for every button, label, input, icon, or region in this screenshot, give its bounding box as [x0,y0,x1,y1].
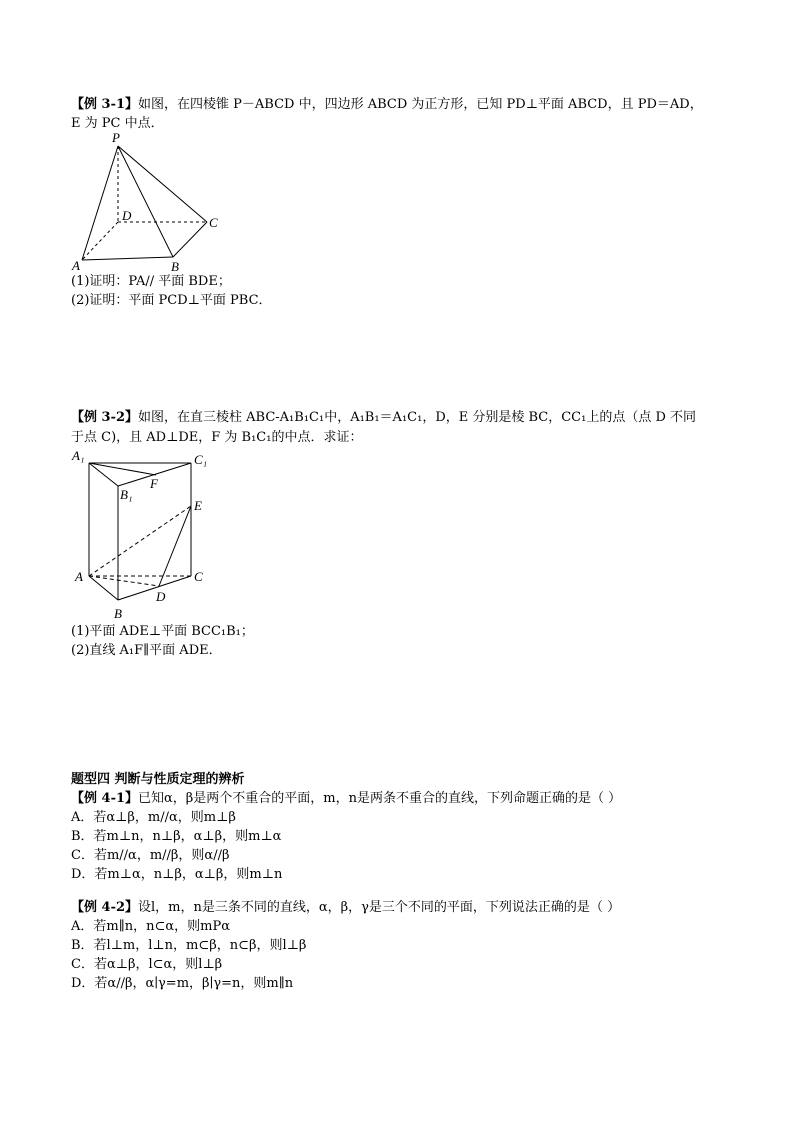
ex42-option-d: D．若α//β，α∣γ=m，β∣γ=n，则m∥n [71,976,294,991]
edge-PB [118,146,173,257]
ex32-line1 [71,409,696,427]
ex41-option-b: B．若m⊥n，n⊥β，α⊥β，则m⊥α [71,829,282,844]
ex31-q1: (1)证明：PA// 平面 BDE； [71,274,231,289]
seg-DE [159,506,191,586]
ex42-stem [71,899,620,917]
label-A: A [75,569,83,584]
ex31-pyramid-figure [70,130,230,279]
edge-DA [82,222,118,260]
ex42-tag: 【例 4-2】 [71,900,139,915]
ex42-question: 设l，m，n是三条不同的直线，α，β，γ是三个不同的平面，下列说法正确的是（ ） [138,900,621,915]
seg-AE [89,506,191,576]
ex41-option-a: A．若α⊥β，m//α，则m⊥β [71,810,236,825]
edge-BC [173,222,207,257]
label-F: F [150,476,158,491]
ex42-option-b: B．若l⊥m，l⊥n，m⊂β，n⊂β，则l⊥β [71,938,307,953]
ex41-option-d: D．若m⊥α，n⊥β，α⊥β，则m⊥n [71,867,283,882]
ex32-q2: (2)直线 A₁F∥平面 ADE． [71,643,222,658]
edge-AB [82,257,173,260]
label-B: B [114,606,122,621]
ex31-tag: 【例 3-1】 [71,97,139,112]
section4-title: 题型四 判断与性质定理的辨析 [71,772,245,787]
ex31-line1 [71,96,703,114]
ex31-line2: E 为 PC 中点． [71,116,164,131]
label-P: P [112,130,120,145]
ex31-q2: (2)证明：平面 PCD⊥平面 PBC． [71,293,272,308]
ex32-line2: 于点 C)，且 AD⊥DE，F 为 B₁C₁的中点．求证： [71,430,363,445]
label-D: D [156,589,166,604]
ex32-q1: (1)平面 ADE⊥平面 BCC₁B₁； [71,624,254,639]
ex32-prism-figure [66,446,226,630]
ex42-option-c: C．若α⊥β，l⊂α，则l⊥β [71,957,223,972]
label-E: E [194,498,202,513]
edge-A1B1 [89,463,118,486]
ex42-option-a: A．若m∥n，n⊂α，则mPα [71,919,230,934]
label-A1: A₁ [72,448,85,463]
ex32-stem-1: 如图，在直三棱柱 ABC-A₁B₁C₁中，A₁B₁＝A₁C₁，D，E 分别是棱 BC，CC₁上的点（点 D 不同 [138,410,697,425]
label-C1: C₁ [194,452,208,467]
ex41-question: 已知α，β是两个不重合的平面，m，n是两条不重合的直线，下列命题正确的是（ ） [138,791,622,806]
ex32-tag: 【例 3-2】 [71,410,139,425]
label-B1: B₁ [120,487,133,502]
ex41-tag: 【例 4-1】 [71,791,139,806]
edge-PA [82,146,118,260]
label-C: C [209,215,218,230]
ex41-stem [71,790,621,808]
label-A: A [72,258,80,273]
edge-BC [118,576,191,600]
ex31-stem-1: 如图，在四棱锥 P－ABCD 中，四边形 ABCD 为正方形，已知 PD⊥平面 ABCD，且 PD＝AD， [138,97,703,112]
label-C: C [194,569,203,584]
seg-A1F [89,463,156,475]
label-D: D [122,208,132,223]
ex41-option-c: C．若m//α，m//β，则α//β [71,848,230,863]
label-B: B [171,259,179,274]
